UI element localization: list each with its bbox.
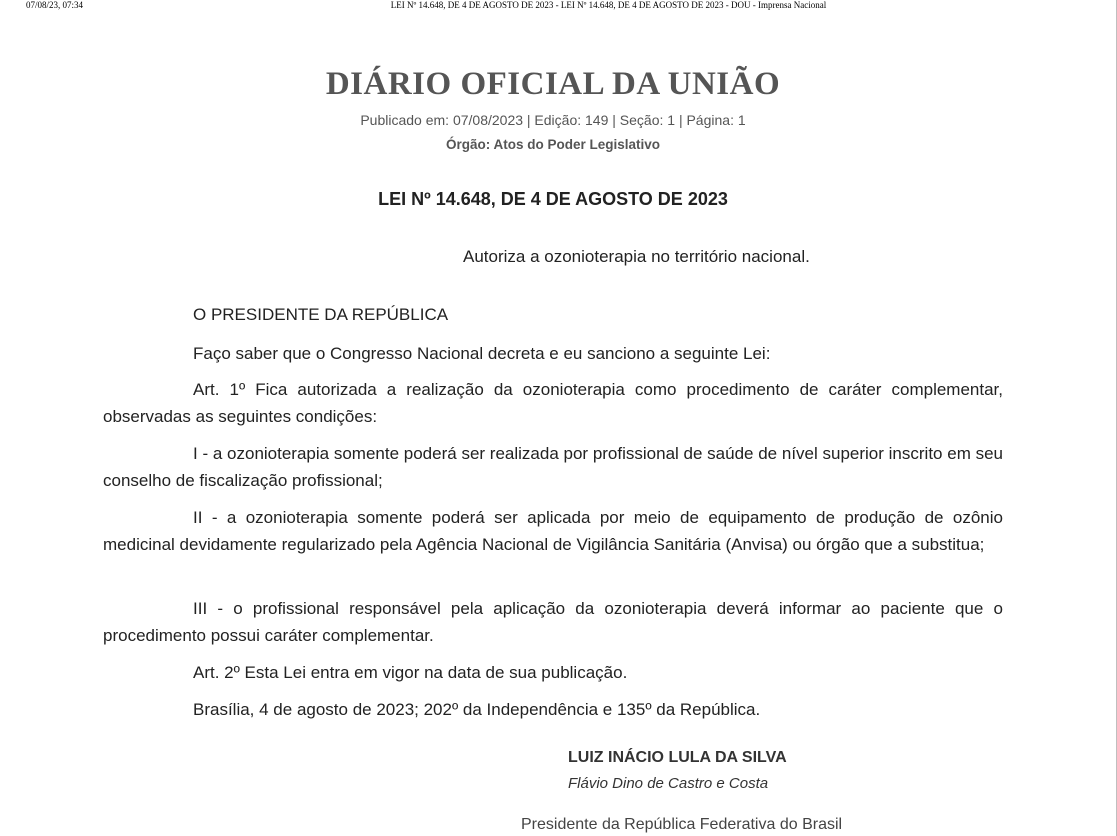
paragraph-inciso-iii: III - o profissional responsável pela aplicação da ozonioterapia deverá informar ao paciente que o procedimento possui caráter complementar.	[103, 599, 1003, 645]
signature-minister: Flávio Dino de Castro e Costa	[568, 775, 769, 792]
print-datetime: 07/08/23, 07:34	[26, 0, 84, 10]
paragraph-faco-saber: Faço saber que o Congresso Nacional decreta e eu sanciono a seguinte Lei:	[193, 344, 771, 363]
paragraph-president: O PRESIDENTE DA REPÚBLICA	[193, 305, 449, 324]
paragraph-art-1: Art. 1º Fica autorizada a realização da ozonioterapia como procedimento de caráter complementar, observadas as seguintes condições:	[103, 380, 1003, 426]
ementa: Autoriza a ozonioterapia no território nacional.	[463, 247, 810, 266]
masthead: DIÁRIO OFICIAL DA UNIÃO	[325, 66, 781, 102]
print-header	[0, 0, 1117, 12]
paragraph-brasilia-date: Brasília, 4 de agosto de 2023; 202º da Independência e 135º da República.	[193, 700, 761, 719]
orgao-label: Órgão: Atos do Poder Legislativo	[445, 137, 661, 152]
law-title: LEI Nº 14.648, DE 4 DE AGOSTO DE 2023	[378, 189, 728, 209]
publication-info: Publicado em: 07/08/2023 | Edição: 149 | Seção: 1 | Página: 1	[360, 112, 746, 128]
paragraph-art-2: Art. 2º Esta Lei entra em vigor na data de sua publicação.	[193, 663, 628, 682]
paragraph-inciso-ii: II - a ozonioterapia somente poderá ser aplicada por meio de equipamento de produção de ozônio medicinal devidamente regularizado pela Agência Nacional de Vigilância Sanitária (Anvisa) ou órgão que a substitua;	[103, 508, 1003, 554]
signature-name: LUIZ INÁCIO LULA DA SILVA	[568, 749, 787, 766]
print-page-title: LEI Nº 14.648, DE 4 DE AGOSTO DE 2023 - LEI Nº 14.648, DE 4 DE AGOSTO DE 2023 - DOU - Imprensa Nacional	[390, 0, 827, 10]
signature-office: Presidente da República Federativa do Brasil	[521, 816, 843, 833]
paragraph-inciso-i: I - a ozonioterapia somente poderá ser realizada por profissional de saúde de nível superior inscrito em seu conselho de fiscalização profissional;	[103, 444, 1003, 490]
